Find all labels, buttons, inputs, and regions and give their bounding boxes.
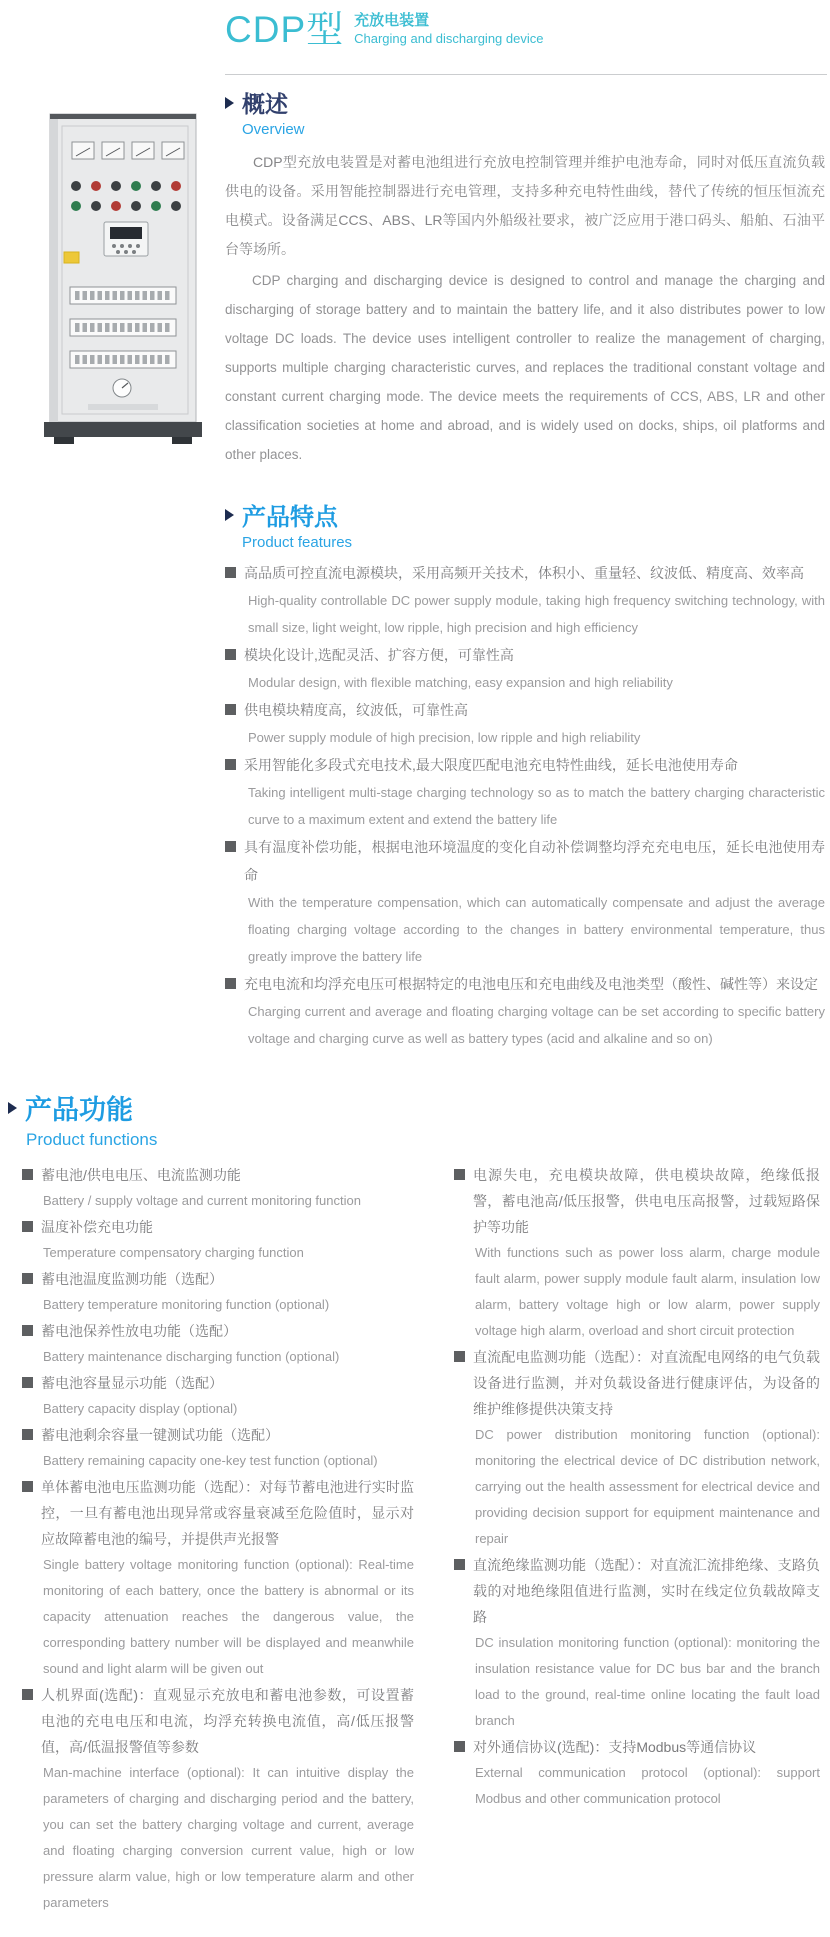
feature-item (225, 559, 825, 641)
feature-text-zh: 供电模块精度高，纹波低，可靠性高 (244, 702, 468, 718)
overview-paragraph-zh: CDP型充放电装置是对蓄电池组进行充放电控制管理并维护电池寿命，同时对低压直流负载供电的设备。采用智能控制器进行充电管理，支持多种充电特性曲线，替代了传统的恒压恒流充电模式。设备满足CCS、ABS、LR等国内外船级社要求，被广泛应用于港口码头、船舶、石油平台等场所。 (225, 154, 825, 257)
function-text-en: With functions such as power loss alarm, charge module fault alarm, power supply module fault alarm, insulation low alarm, battery voltage high or low alarm, power supply voltage high alarm, overload and short circuit protection (475, 1245, 820, 1338)
function-text-zh: 温度补偿充电功能 (41, 1219, 153, 1235)
product-model-title: CDP型 (225, 9, 345, 50)
function-text-en: Single battery voltage monitoring function (optional): Real-time monitoring of each battery, once the battery is abnormal or its capacity attenuation reaches the dangerous value, the corresponding battery number will be displayed and meanwhile sound and light alarm will be given out (43, 1557, 414, 1676)
function-text-zh: 直流配电监测功能（选配）：对直流配电网络的电气负载设备进行监测，并对负载设备进行健康评估，为设备的维护维修提供决策支持 (473, 1349, 820, 1417)
function-text-zh: 直流绝缘监测功能（选配）：对直流汇流排绝缘、支路负载的对地绝缘阻值进行监测，实时在线定位负载故障支路 (473, 1557, 820, 1625)
square-bullet-icon (225, 759, 236, 770)
page-header (225, 8, 543, 52)
function-text-en: Temperature compensatory charging function (43, 1245, 304, 1260)
function-text-zh: 蓄电池剩余容量一键测试功能（选配） (41, 1427, 279, 1443)
square-bullet-icon (22, 1689, 33, 1700)
function-text-en: Battery / supply voltage and current monitoring function (43, 1193, 361, 1208)
features-section-header (225, 497, 825, 532)
function-item (454, 1162, 820, 1344)
overview-title-zh: 概述 (242, 91, 288, 117)
feature-text-en: Taking intelligent multi-stage charging technology so as to match the battery charging characteristic curve to a maximum extent and extend the battery life (248, 785, 825, 827)
square-bullet-icon (225, 649, 236, 660)
functions-section-header (8, 1088, 822, 1127)
header-divider (225, 74, 827, 75)
function-text-en: Man-machine interface (optional): It can intuitive display the parameters of charging and discharging period and the battery, you can set the battery charging voltage and current, average and floating charging conversion current value, high or low pressure alarm value, high or low temperature alarm and other parameters (43, 1765, 414, 1910)
function-text-zh: 电源失电，充电模块故障，供电模块故障，绝缘低报警，蓄电池高/低压报警，供电电压高报警，过载短路保护等功能 (473, 1167, 820, 1235)
function-text-en: Battery temperature monitoring function (optional) (43, 1297, 330, 1312)
overview-section-header (225, 86, 825, 119)
function-text-en: External communication protocol (optional): support Modbus and other communication protocol (475, 1765, 820, 1806)
feature-text-en: Modular design, with flexible matching, easy expansion and high reliability (248, 675, 673, 690)
function-item (22, 1162, 414, 1214)
cabinet-top-strip (50, 114, 196, 119)
features-title-zh: 产品特点 (242, 504, 338, 531)
feature-text-en: High-quality controllable DC power supply module, taking high frequency switching technology, with small size, light weight, low ripple, high precision and high efficiency (248, 593, 825, 635)
feature-text-en: With the temperature compensation, which can automatically compensate and adjust the average floating charging voltage according to the changes in battery environmental temperature, thus greatly improve the battery life (248, 895, 825, 964)
cabinet-base (44, 422, 202, 444)
product-subtitle-en: Charging and discharging device (354, 31, 544, 46)
feature-text-zh: 采用智能化多段式充电技术,最大限度匹配电池充电特性曲线，延长电池使用寿命 (244, 757, 738, 773)
feature-text-en: Charging current and average and floating charging voltage can be set according to specific battery voltage and charging curve as well as battery types (acid and alkaline and so on) (248, 1004, 825, 1046)
function-text-zh: 人机界面(选配)：直观显示充放电和蓄电池参数，可设置蓄电池的充电电压和电流，均浮充转换电流值，高/低压报警值，高/低温报警值等参数 (41, 1687, 414, 1755)
product-subtitle (354, 12, 543, 47)
function-text-en: DC power distribution monitoring function (optional): monitoring the electrical device of DC distribution network, carrying out the health assessment for electrical device and providing decision support for equipment maintenance and repair (475, 1427, 820, 1546)
function-text-zh: 蓄电池/供电电压、电流监测功能 (41, 1167, 241, 1183)
square-bullet-icon (22, 1273, 33, 1284)
function-text-zh: 单体蓄电池电压监测功能（选配）：对每节蓄电池进行实时监控，一旦有蓄电池出现异常或容量衰减至危险值时，显示对应故障蓄电池的编号，并提供声光报警 (41, 1479, 414, 1547)
overview-paragraph-en: CDP charging and discharging device is designed to control and manage the charging and discharging of storage battery and to maintain the battery life, and it also distributes power to low voltage DC loads. The device uses intelligent controller to realize the management of charging, supports multiple charging characteristic curves, and replaces the traditional constant voltage and constant current charging mode. The device meets the requirements of CCS, ABS, LR and other classification societies at home and abroad, and is widely used on docks, ships, oil platforms and other places. (225, 273, 825, 462)
feature-item (225, 970, 825, 1052)
function-item (454, 1344, 820, 1552)
feature-text-zh: 具有温度补偿功能，根据电池环境温度的变化自动补偿调整均浮充充电电压，延长电池使用寿命 (244, 839, 825, 883)
feature-item (225, 751, 825, 833)
functions-left-column (22, 1162, 414, 1916)
square-bullet-icon (22, 1169, 33, 1180)
square-bullet-icon (22, 1377, 33, 1388)
function-item (22, 1266, 414, 1318)
function-text-en: Battery capacity display (optional) (43, 1401, 238, 1416)
function-text-zh: 蓄电池温度监测功能（选配） (41, 1271, 223, 1287)
function-text-en: Battery remaining capacity one-key test function (optional) (43, 1453, 378, 1468)
feature-text-zh: 高品质可控直流电源模块，采用高频开关技术，体积小、重量轻、纹波低、精度高、效率高 (244, 565, 804, 581)
functions-section (8, 1088, 822, 1916)
feature-item (225, 696, 825, 751)
function-item (22, 1214, 414, 1266)
section-arrow-icon (225, 509, 234, 521)
feature-list (225, 559, 825, 1052)
square-bullet-icon (225, 704, 236, 715)
square-bullet-icon (22, 1325, 33, 1336)
function-item (454, 1552, 820, 1734)
function-text-en: Battery maintenance discharging function (optional) (43, 1349, 340, 1364)
right-column (225, 86, 825, 1052)
functions-title-zh: 产品功能 (25, 1095, 133, 1125)
function-item (22, 1318, 414, 1370)
section-arrow-icon (225, 97, 234, 109)
functions-title-en: Product functions (26, 1130, 158, 1149)
square-bullet-icon (454, 1169, 465, 1180)
square-bullet-icon (22, 1221, 33, 1232)
warning-sticker-icon (64, 252, 79, 263)
square-bullet-icon (225, 567, 236, 578)
feature-text-zh: 模块化设计,选配灵活、扩容方便，可靠性高 (244, 647, 514, 663)
overview-title-en: Overview (242, 121, 305, 138)
square-bullet-icon (454, 1559, 465, 1570)
terminal-strips-icon (70, 287, 176, 368)
function-item (22, 1422, 414, 1474)
function-item (454, 1734, 820, 1812)
product-subtitle-zh: 充放电装置 (354, 12, 430, 29)
square-bullet-icon (22, 1429, 33, 1440)
function-item (22, 1474, 414, 1682)
square-bullet-icon (454, 1741, 465, 1752)
function-item (22, 1682, 414, 1916)
square-bullet-icon (454, 1351, 465, 1362)
square-bullet-icon (225, 841, 236, 852)
section-arrow-icon (8, 1102, 17, 1114)
function-item (22, 1370, 414, 1422)
hmi-panel-icon (104, 222, 148, 256)
feature-item (225, 833, 825, 970)
function-text-zh: 蓄电池保养性放电功能（选配） (41, 1323, 237, 1339)
functions-columns (8, 1162, 822, 1916)
function-text-zh: 蓄电池容量显示功能（选配） (41, 1375, 223, 1391)
square-bullet-icon (225, 978, 236, 989)
feature-text-zh: 充电电流和均浮充电压可根据特定的电池电压和充电曲线及电池类型（酸性、碱性等）来设定 (244, 976, 818, 992)
features-title-en: Product features (242, 534, 353, 551)
function-text-en: DC insulation monitoring function (optional): monitoring the insulation resistance value for DC bus bar and the branch load to the ground, real-time online locating the fault load branch (475, 1635, 820, 1728)
square-bullet-icon (22, 1481, 33, 1492)
bottom-gauge-icon (113, 379, 131, 397)
feature-item (225, 641, 825, 696)
function-text-zh: 对外通信协议(选配)：支持Modbus等通信协议 (473, 1739, 757, 1755)
feature-text-en: Power supply module of high precision, low ripple and high reliability (248, 730, 641, 745)
cabinet-photo (28, 104, 216, 449)
functions-right-column (454, 1162, 820, 1916)
